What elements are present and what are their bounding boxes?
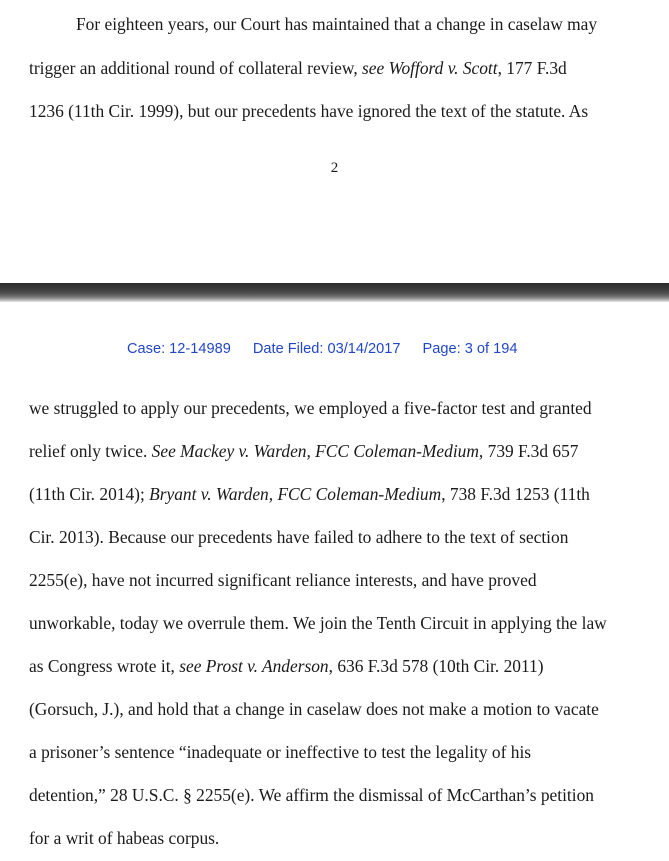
text-run: , 739 F.3d 657 — [478, 441, 579, 461]
page-number: 2 — [330, 160, 339, 176]
text-line — [29, 101, 588, 121]
text-run: (Gorsuch, J.), and hold that a change in caselaw does not make a motion to vacate — [29, 699, 599, 719]
text-line — [29, 785, 594, 805]
text-run: , 177 F.3d — [497, 58, 567, 78]
text-line — [29, 441, 579, 461]
text-run: detention,” 28 U.S.C. § 2255(e). We affirm the dismissal of McCarthan’s petition — [29, 785, 594, 805]
text-run: 2255(e), have not incurred significant reliance interests, and have proved — [29, 570, 537, 590]
text-run: Cir. 2013). Because our precedents have failed to adhere to the text of section — [29, 527, 569, 547]
text-run: we struggled to apply our precedents, we employed a five-factor test and granted — [29, 398, 592, 418]
text-run: unworkable, today we overrule them. We join the Tenth Circuit in applying the law — [29, 613, 607, 633]
text-run: , 738 F.3d 1253 (11th — [441, 484, 590, 504]
date-filed: Date Filed: 03/14/2017 — [252, 341, 401, 357]
text-run: (11th Cir. 2014); — [29, 484, 150, 504]
document-page-3 — [0, 302, 669, 861]
text-line — [29, 398, 592, 418]
text-run: For eighteen years, our Court has maintained that a change in caselaw may — [76, 14, 598, 34]
citation-italic: Bryant v. Warden, FCC Coleman-Medium — [149, 484, 442, 504]
page-indicator: Page: 3 of 194 — [422, 341, 518, 357]
text-run: , 636 F.3d 578 (10th Cir. 2011) — [328, 656, 544, 676]
text-run: a prisoner’s sentence “inadequate or ineffective to test the legality of his — [29, 742, 532, 762]
text-run: relief only twice. — [29, 441, 152, 461]
text-line — [76, 14, 597, 34]
text-line — [29, 699, 599, 719]
text-run: for a writ of habeas corpus. — [29, 828, 220, 848]
document-page-2 — [0, 0, 669, 283]
text-line — [29, 613, 607, 633]
text-line — [29, 742, 531, 762]
text-line — [29, 58, 567, 78]
text-line — [29, 828, 219, 848]
text-line — [29, 656, 544, 676]
citation-italic: see Prost v. Anderson — [179, 656, 329, 676]
text-run: trigger an additional round of collateral review, — [29, 58, 363, 78]
case-header — [127, 340, 517, 358]
citation-italic: see Wofford v. Scott — [362, 58, 498, 78]
page-separator — [0, 283, 669, 302]
text-run: as Congress wrote it, — [29, 656, 180, 676]
text-line — [29, 570, 537, 590]
text-line — [29, 527, 568, 547]
text-run: 1236 (11th Cir. 1999), but our precedents have ignored the text of the statute. As — [29, 101, 589, 121]
citation-italic: See Mackey v. Warden, FCC Coleman-Medium — [151, 441, 479, 461]
case-number: Case: 12-14989 — [127, 341, 231, 357]
text-line — [29, 484, 590, 504]
